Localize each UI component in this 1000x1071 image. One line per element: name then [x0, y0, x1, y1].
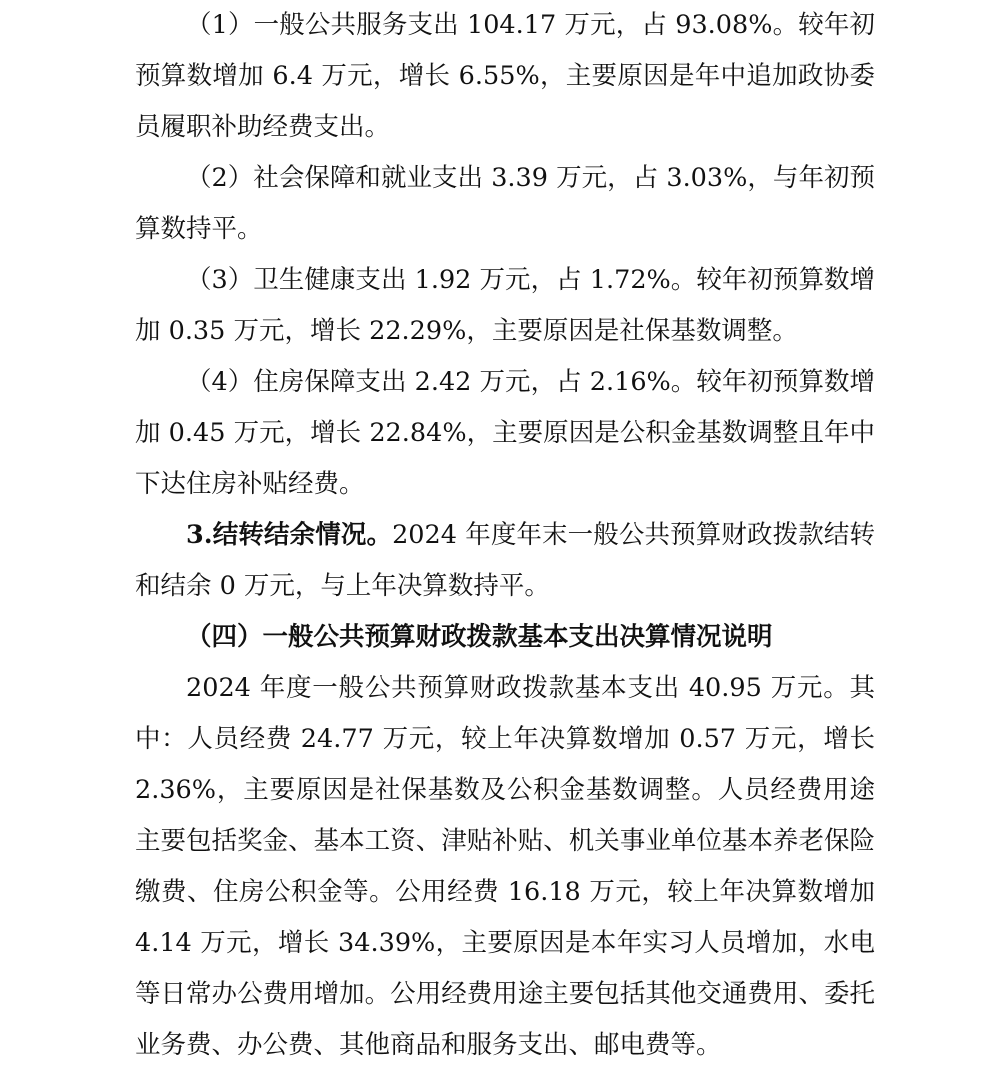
- paragraph-general-public-services: （1）一般公共服务支出 104.17 万元，占 93.08%。较年初预算数增加 6.4 万元，增长 6.55%，主要原因是年中追加政协委员履职补助经费支出。: [135, 10, 875, 142]
- paragraph-carryover: [135, 510, 875, 612]
- paragraph-social-security: （2）社会保障和就业支出 3.39 万元，占 3.03%，与年初预算数持平。: [135, 163, 875, 244]
- carryover-body: 2024 年度年末一般公共预算财政拨款结转和结余 0 万元，与上年决算数持平。: [135, 520, 875, 601]
- paragraph-housing: （4）住房保障支出 2.42 万元，占 2.16%。较年初预算数增加 0.45 万元，增长 22.84%，主要原因是公积金基数调整且年中下达住房补贴经费。: [135, 367, 875, 499]
- document-page: [135, 0, 875, 1071]
- paragraph-health: （3）卫生健康支出 1.92 万元，占 1.72%。较年初预算数增加 0.35 万元，增长 22.29%，主要原因是社保基数调整。: [135, 265, 875, 346]
- carryover-heading: 3.结转结余情况。: [186, 520, 393, 550]
- paragraph-basic-expenditure: 2024 年度一般公共预算财政拨款基本支出 40.95 万元。其中：人员经费 24.77 万元，较上年决算数增加 0.57 万元，增长 2.36%，主要原因是社保基数及公积金基数调整。人员经费用途主要包括奖金、基本工资、津贴补贴、机关事业单位基本养老保险缴费、住房公积金等。公用经费 16.18 万元，较上年决算数增加 4.14 万元，增长 34.39%，主要原因是本年实习人员增加，水电等日常办公费用增加。公用经费用途主要包括其他交通费用、委托业务费、办公费、其他商品和服务支出、邮电费等。: [135, 673, 875, 1060]
- section-four-title: （四）一般公共预算财政拨款基本支出决算情况说明: [186, 622, 773, 652]
